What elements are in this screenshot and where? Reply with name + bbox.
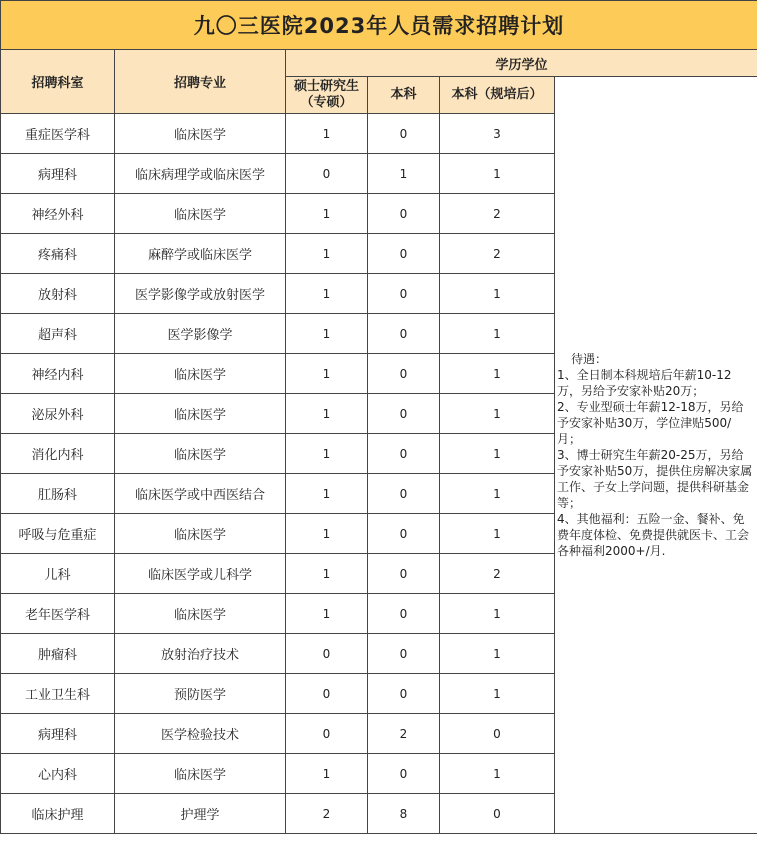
cell-department: 心内科	[1, 754, 115, 794]
cell-department: 疼痛科	[1, 234, 115, 274]
cell-major: 临床医学	[115, 354, 286, 394]
cell-bachelor-count: 0	[368, 474, 440, 514]
cell-bachelor-count: 0	[368, 194, 440, 234]
cell-master-count: 0	[286, 674, 368, 714]
cell-major: 临床医学	[115, 394, 286, 434]
cell-bachelor-count: 0	[368, 234, 440, 274]
cell-master-count: 1	[286, 354, 368, 394]
cell-residency-count: 1	[440, 354, 555, 394]
cell-master-count: 1	[286, 514, 368, 554]
cell-residency-count: 1	[440, 674, 555, 714]
cell-major: 临床病理学或临床医学	[115, 154, 286, 194]
cell-department: 呼吸与危重症	[1, 514, 115, 554]
cell-master-count: 1	[286, 754, 368, 794]
cell-major: 临床医学	[115, 754, 286, 794]
cell-major: 医学影像学或放射医学	[115, 274, 286, 314]
benefits-item: 1、全日制本科规培后年薪10-12万，另给予安家补贴20万；	[557, 368, 732, 398]
cell-major: 临床医学	[115, 514, 286, 554]
cell-master-count: 0	[286, 154, 368, 194]
cell-master-count: 1	[286, 114, 368, 154]
cell-major: 临床医学	[115, 194, 286, 234]
cell-master-count: 0	[286, 634, 368, 674]
header-master	[286, 77, 368, 114]
cell-residency-count: 1	[440, 754, 555, 794]
benefits-heading: 待遇：	[571, 352, 608, 366]
cell-major: 临床医学	[115, 114, 286, 154]
cell-master-count: 1	[286, 554, 368, 594]
benefits-notes	[555, 77, 757, 834]
cell-department: 临床护理	[1, 794, 115, 834]
cell-department: 肛肠科	[1, 474, 115, 514]
cell-department: 消化内科	[1, 434, 115, 474]
cell-major: 临床医学或中西医结合	[115, 474, 286, 514]
cell-master-count: 2	[286, 794, 368, 834]
cell-master-count: 1	[286, 434, 368, 474]
cell-residency-count: 1	[440, 594, 555, 634]
cell-residency-count: 1	[440, 314, 555, 354]
cell-bachelor-count: 0	[368, 114, 440, 154]
cell-major: 临床医学	[115, 434, 286, 474]
benefits-item: 4、其他福利：五险一金、餐补、免费年度体检、免费提供就医卡、工会各种福利2000+/月.	[557, 512, 750, 558]
cell-department: 肿瘤科	[1, 634, 115, 674]
cell-residency-count: 1	[440, 514, 555, 554]
cell-bachelor-count: 0	[368, 634, 440, 674]
cell-master-count: 1	[286, 274, 368, 314]
cell-bachelor-count: 8	[368, 794, 440, 834]
cell-department: 神经内科	[1, 354, 115, 394]
cell-residency-count: 2	[440, 554, 555, 594]
cell-residency-count: 0	[440, 714, 555, 754]
cell-major: 临床医学或儿科学	[115, 554, 286, 594]
cell-master-count: 0	[286, 714, 368, 754]
cell-bachelor-count: 0	[368, 674, 440, 714]
benefits-item: 2、专业型硕士年薪12-18万，另给予安家补贴30万，学位津贴500/月；	[557, 400, 744, 446]
cell-major: 医学影像学	[115, 314, 286, 354]
header-major: 招聘专业	[115, 50, 286, 114]
cell-residency-count: 1	[440, 274, 555, 314]
cell-department: 病理科	[1, 154, 115, 194]
cell-department: 超声科	[1, 314, 115, 354]
cell-bachelor-count: 0	[368, 394, 440, 434]
cell-major: 麻醉学或临床医学	[115, 234, 286, 274]
cell-bachelor-count: 0	[368, 354, 440, 394]
cell-residency-count: 0	[440, 794, 555, 834]
cell-residency-count: 1	[440, 634, 555, 674]
header-department: 招聘科室	[1, 50, 115, 114]
cell-department: 神经外科	[1, 194, 115, 234]
cell-residency-count: 2	[440, 194, 555, 234]
page-title: 九〇三医院2023年人员需求招聘计划	[1, 1, 757, 50]
cell-department: 重症医学科	[1, 114, 115, 154]
cell-master-count: 1	[286, 474, 368, 514]
header-degree-group: 学历学位	[286, 50, 757, 77]
cell-residency-count: 1	[440, 434, 555, 474]
cell-bachelor-count: 0	[368, 434, 440, 474]
cell-department: 儿科	[1, 554, 115, 594]
cell-bachelor-count: 2	[368, 714, 440, 754]
cell-major: 护理学	[115, 794, 286, 834]
cell-residency-count: 2	[440, 234, 555, 274]
cell-department: 老年医学科	[1, 594, 115, 634]
header-bachelor: 本科	[368, 77, 440, 114]
cell-major: 医学检验技术	[115, 714, 286, 754]
cell-residency-count: 3	[440, 114, 555, 154]
cell-department: 放射科	[1, 274, 115, 314]
cell-master-count: 1	[286, 594, 368, 634]
cell-major: 预防医学	[115, 674, 286, 714]
header-master-line2: （专硕）	[300, 95, 353, 110]
cell-department: 泌尿外科	[1, 394, 115, 434]
cell-bachelor-count: 0	[368, 554, 440, 594]
cell-major: 临床医学	[115, 594, 286, 634]
cell-department: 工业卫生科	[1, 674, 115, 714]
cell-bachelor-count: 0	[368, 314, 440, 354]
header-bachelor-residency: 本科（规培后）	[440, 77, 555, 114]
cell-bachelor-count: 1	[368, 154, 440, 194]
cell-residency-count: 1	[440, 154, 555, 194]
cell-department: 病理科	[1, 714, 115, 754]
cell-master-count: 1	[286, 234, 368, 274]
cell-master-count: 1	[286, 314, 368, 354]
cell-bachelor-count: 0	[368, 754, 440, 794]
header-master-line1: 硕士研究生	[293, 79, 359, 94]
cell-master-count: 1	[286, 394, 368, 434]
cell-residency-count: 1	[440, 474, 555, 514]
cell-master-count: 1	[286, 194, 368, 234]
cell-major: 放射治疗技术	[115, 634, 286, 674]
cell-bachelor-count: 0	[368, 594, 440, 634]
cell-bachelor-count: 0	[368, 514, 440, 554]
cell-residency-count: 1	[440, 394, 555, 434]
benefits-item: 3、博士研究生年薪20-25万，另给予安家补贴50万，提供住房解决家属工作、子女上学问题，提供科研基金等；	[557, 448, 753, 510]
cell-bachelor-count: 0	[368, 274, 440, 314]
